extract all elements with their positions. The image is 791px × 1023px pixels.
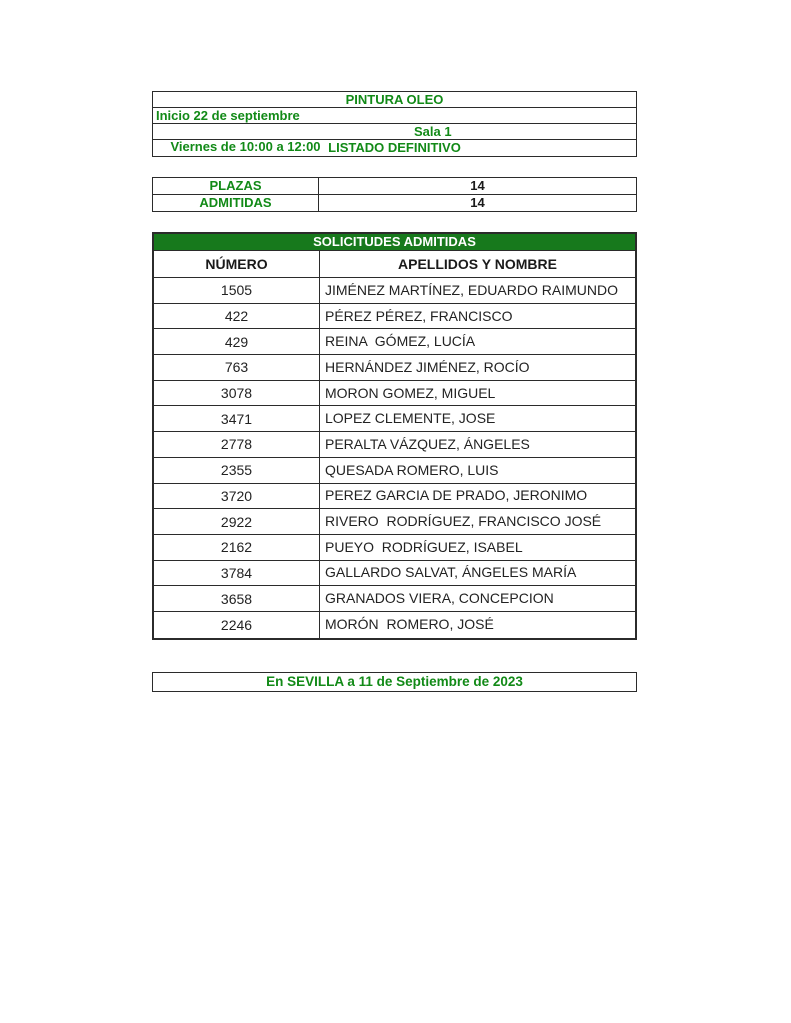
table-row [154, 484, 635, 510]
row-number: 2922 [154, 509, 320, 534]
row-number: 429 [154, 329, 320, 354]
row-number: 1505 [154, 278, 320, 303]
row-name: HERNÁNDEZ JIMÉNEZ, ROCÍO [325, 358, 530, 375]
table-row [154, 458, 635, 484]
plazas-label: PLAZAS [153, 178, 319, 194]
table-row [154, 278, 635, 304]
row-name: PEREZ GARCIA DE PRADO, JERONIMO [325, 487, 588, 504]
row-name: LOPEZ CLEMENTE, JOSE [325, 410, 496, 427]
row-name: RIVERO RODRÍGUEZ, FRANCISCO JOSÉ [325, 513, 602, 530]
table-row [154, 355, 635, 381]
row-name: QUESADA ROMERO, LUIS [325, 461, 499, 478]
row-number: 3078 [154, 381, 320, 406]
footer-place-date: En SEVILLA a 11 de Septiembre de 2023 [152, 672, 637, 692]
capacity-table [152, 177, 637, 212]
row-number: 422 [154, 304, 320, 329]
admitted-table-header [154, 251, 635, 278]
table-row [154, 381, 635, 407]
row-name: MORÓN ROMERO, JOSÉ [325, 616, 494, 633]
row-name: PUEYO RODRÍGUEZ, ISABEL [325, 538, 523, 555]
capacity-row-admitidas [153, 195, 636, 212]
table-row [154, 432, 635, 458]
table-row [154, 586, 635, 612]
row-name: REINA GÓMEZ, LUCÍA [325, 333, 476, 350]
course-start-date: Inicio 22 de septiembre [153, 108, 636, 124]
capacity-row-plazas [153, 178, 636, 195]
list-type-label: LISTADO DEFINITIVO [328, 140, 461, 155]
admitted-table-title: SOLICITUDES ADMITIDAS [154, 234, 635, 251]
row-number: 2246 [154, 612, 320, 638]
table-row [154, 304, 635, 330]
table-row [154, 406, 635, 432]
table-row [154, 509, 635, 535]
course-header-table [152, 91, 637, 157]
row-number: 2162 [154, 535, 320, 560]
table-row [154, 535, 635, 561]
row-number: 3784 [154, 561, 320, 586]
row-number: 2355 [154, 458, 320, 483]
row-name: PÉREZ PÉREZ, FRANCISCO [325, 307, 513, 324]
admitidas-value: 14 [470, 194, 485, 210]
plazas-value: 14 [470, 178, 485, 193]
row-number: 763 [154, 355, 320, 380]
row-name: GRANADOS VIERA, CONCEPCION [325, 590, 554, 607]
row-number: 3720 [154, 484, 320, 509]
admitted-table [152, 232, 637, 640]
course-title: PINTURA OLEO [153, 92, 636, 108]
course-schedule: Viernes de 10:00 a 12:00 [170, 139, 321, 154]
row-number: 3658 [154, 586, 320, 611]
row-name: PERALTA VÁZQUEZ, ÁNGELES [325, 435, 530, 452]
table-row [154, 329, 635, 355]
row-number: 3471 [154, 406, 320, 431]
row-name: JIMÉNEZ MARTÍNEZ, EDUARDO RAIMUNDO [325, 281, 618, 298]
column-header-name: APELLIDOS Y NOMBRE [398, 256, 557, 272]
row-name: MORON GOMEZ, MIGUEL [325, 384, 496, 401]
row-name: GALLARDO SALVAT, ÁNGELES MARÍA [325, 564, 577, 581]
column-header-number: NÚMERO [154, 251, 320, 277]
row-number: 2778 [154, 432, 320, 457]
course-room: Sala 1 [414, 124, 452, 139]
table-row [154, 612, 635, 638]
table-row [154, 561, 635, 587]
admitidas-label: ADMITIDAS [153, 195, 319, 212]
admitted-rows [154, 278, 635, 638]
